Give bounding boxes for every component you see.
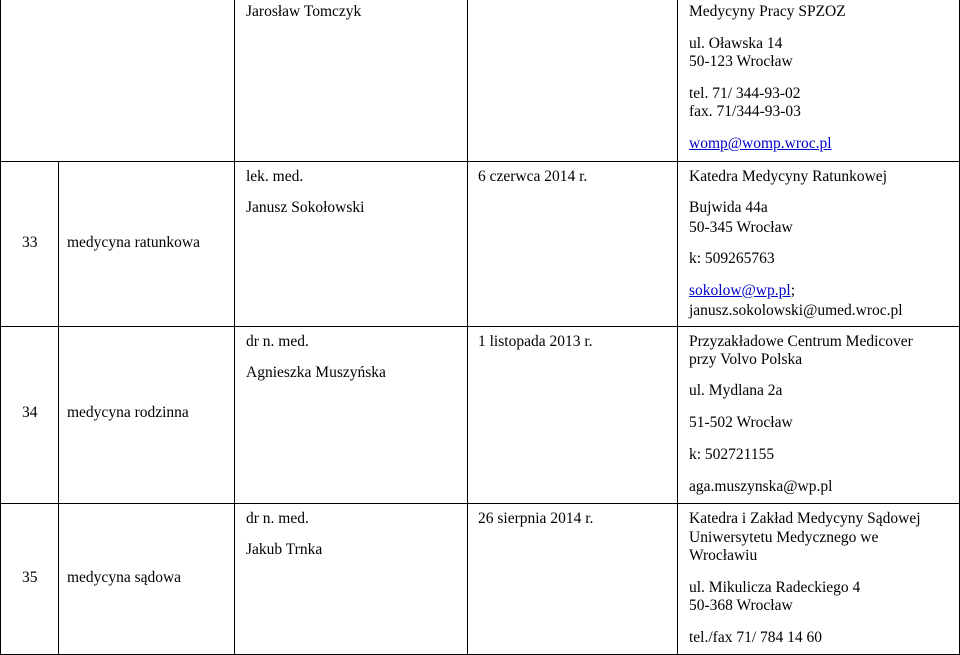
address-line: ul. Oławska 14	[689, 35, 783, 52]
fax-line: fax. 71/344-93-03	[689, 103, 801, 120]
email-link[interactable]: womp@womp.wroc.pl	[689, 135, 832, 152]
address-line: 50-345 Wrocław	[689, 219, 793, 236]
date: 6 czerwca 2014 r.	[478, 168, 588, 185]
doctor-name: Janusz Sokołowski	[246, 199, 365, 216]
address-line: Katedra Medycyny Ratunkowej	[689, 168, 887, 185]
date: 1 listopada 2013 r.	[478, 333, 593, 350]
date: 26 sierpnia 2014 r.	[478, 510, 594, 527]
email-separator: ;	[790, 282, 795, 299]
table-border-left	[0, 0, 1, 655]
doctor-title: dr n. med.	[246, 333, 309, 350]
address-line: ul. Mikulicza Radeckiego 4	[689, 579, 861, 596]
address-line: Bujwida 44a	[689, 199, 768, 216]
specialty: medycyna rodzinna	[67, 404, 189, 421]
phone-line: k: 502721155	[689, 446, 775, 463]
address-line: 51-502 Wrocław	[689, 414, 793, 431]
doctor-title: lek. med.	[246, 168, 304, 185]
address-line: Medycyny Pracy SPZOZ	[689, 3, 846, 20]
column-divider	[467, 0, 468, 655]
specialty: medycyna sądowa	[67, 569, 182, 586]
phone-line: k: 509265763	[689, 250, 775, 267]
row-divider	[0, 503, 960, 504]
email-text: aga.muszynska@wp.pl	[689, 478, 833, 495]
doctor-title: dr n. med.	[246, 510, 309, 527]
specialty: medycyna ratunkowa	[67, 234, 200, 251]
doctor-name: Jakub Trnka	[246, 541, 323, 558]
column-divider	[58, 161, 59, 655]
column-divider	[234, 0, 235, 655]
address-line: Wrocławiu	[689, 547, 758, 564]
address-line: Przyzakładowe Centrum Medicover	[689, 333, 913, 350]
doctor-name: Agnieszka Muszyńska	[246, 364, 386, 381]
row-number: 35	[22, 569, 38, 586]
doctor-name: Jarosław Tomczyk	[246, 3, 362, 20]
address-line: 50-368 Wrocław	[689, 597, 793, 614]
address-line: Uniwersytetu Medycznego we	[689, 529, 879, 546]
address-line: 50-123 Wrocław	[689, 53, 793, 70]
phone-line: tel. 71/ 344-93-02	[689, 85, 801, 102]
row-divider	[0, 326, 960, 327]
phone-line: tel./fax 71/ 784 14 60	[689, 629, 823, 646]
address-line: przy Volvo Polska	[689, 351, 803, 368]
row-divider	[0, 161, 960, 162]
email-link[interactable]: sokolow@wp.pl	[689, 282, 791, 299]
column-divider	[677, 0, 678, 655]
row-number: 34	[22, 404, 38, 421]
address-line: Katedra i Zakład Medycyny Sądowej	[689, 510, 921, 527]
email-secondary: janusz.sokolowski@umed.wroc.pl	[689, 302, 903, 319]
email-group	[689, 282, 795, 300]
row-number: 33	[22, 234, 38, 251]
address-line: ul. Mydlana 2a	[689, 382, 783, 399]
